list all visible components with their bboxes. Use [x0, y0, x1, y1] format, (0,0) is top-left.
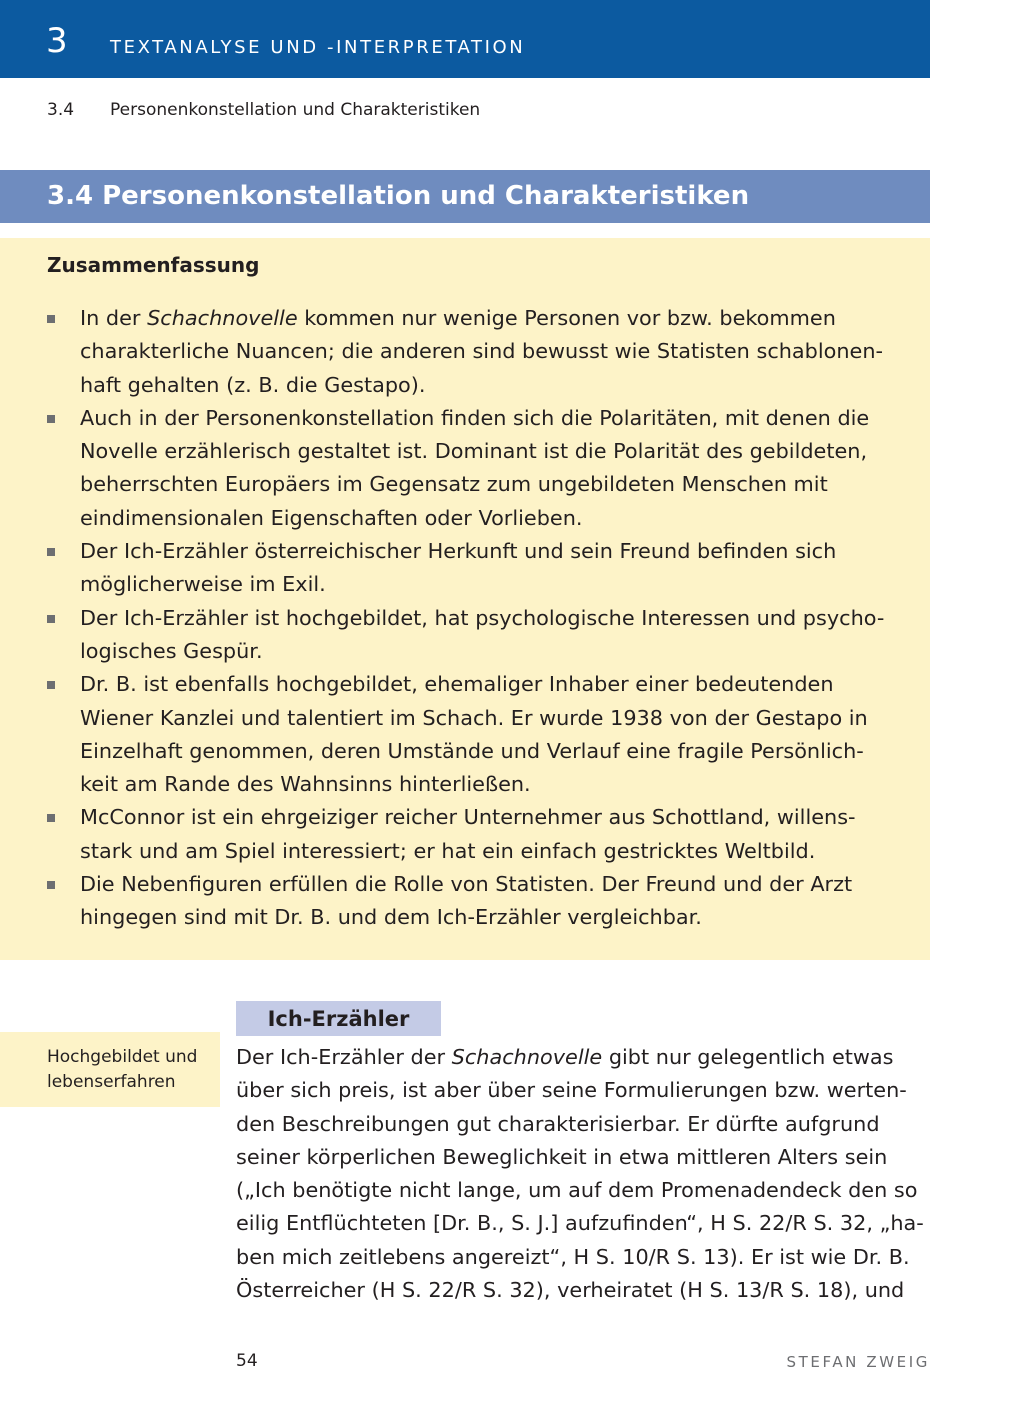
summary-item	[47, 602, 923, 669]
summary-item-line: Novelle erzählerisch gestaltet ist. Dominant ist die Polarität des gebildeten,	[80, 439, 868, 464]
summary-item-line: logisches Gespür.	[80, 638, 263, 663]
body-text-line: über sich preis, ist aber über seine Formulierungen bzw. werten-	[236, 1078, 907, 1103]
summary-box	[0, 238, 930, 960]
body-text-line: ben mich zeitlebens angereizt“, H S. 10/R S. 13). Er ist wie Dr. B.	[236, 1244, 910, 1269]
square-bullet-icon	[47, 415, 55, 423]
summary-list	[47, 302, 923, 935]
square-bullet-icon	[47, 615, 55, 623]
body-text-line: den Beschreibungen gut charakterisierbar. Er dürfte aufgrund	[236, 1111, 880, 1136]
square-bullet-icon	[47, 814, 55, 822]
square-bullet-icon	[47, 681, 55, 689]
summary-item	[47, 801, 923, 868]
margin-note-line: lebenserfahren	[47, 1072, 176, 1092]
subsection-title: Personenkonstellation und Charakteristiken	[110, 100, 481, 120]
summary-item	[47, 668, 923, 801]
square-bullet-icon	[47, 315, 55, 323]
chapter-header-bar	[0, 0, 930, 78]
character-heading: Ich-Erzähler	[267, 1007, 410, 1031]
character-heading-box	[236, 1001, 441, 1036]
summary-item-line: haft gehalten (z. B. die Gestapo).	[80, 372, 426, 397]
summary-item-line: beherrschten Europäers im Gegensatz zum ungebildeten Menschen mit	[80, 472, 828, 497]
body-text-line: („Ich benötigte nicht lange, um auf dem Promenadendeck den so	[236, 1178, 918, 1203]
summary-item-line: stark und am Spiel interessiert; er hat ein einfach gestricktes Weltbild.	[80, 838, 816, 863]
summary-item-line: In der Schachnovelle kommen nur wenige Personen vor bzw. bekommen	[80, 306, 836, 330]
character-body-text	[236, 1041, 930, 1307]
summary-item	[47, 535, 923, 602]
body-text-line: eilig Entflüchteten [Dr. B., S. J.] aufzufinden“, H S. 22/R S. 32, „ha-	[236, 1211, 924, 1236]
subsection-number: 3.4	[47, 100, 75, 120]
margin-note-line: Hochgebildet und	[47, 1047, 198, 1067]
summary-item-line: Wiener Kanzlei und talentiert im Schach. Er wurde 1938 von der Gestapo in	[80, 705, 868, 730]
body-text-line: Österreicher (H S. 22/R S. 32), verheiratet (H S. 13/R S. 18), und	[236, 1278, 905, 1303]
summary-item-line: McConnor ist ein ehrgeiziger reicher Unternehmer aus Schottland, willens-	[80, 805, 856, 830]
summary-item-line: eindimensionalen Eigenschaften oder Vorlieben.	[80, 505, 583, 530]
summary-item-line: Die Nebenfiguren erfüllen die Rolle von Statisten. Der Freund und der Arzt	[80, 872, 853, 897]
section-title: 3.4 Personenkonstellation und Charakteristiken	[47, 181, 750, 211]
square-bullet-icon	[47, 548, 55, 556]
summary-item-line: Dr. B. ist ebenfalls hochgebildet, ehemaliger Inhaber einer bedeutenden	[80, 672, 834, 697]
summary-item-line: möglicherweise im Exil.	[80, 572, 326, 597]
section-title-bar	[0, 170, 930, 223]
summary-item	[47, 402, 923, 535]
page-number: 54	[236, 1351, 258, 1371]
chapter-number: 3	[46, 21, 68, 61]
running-footer-author: STEFAN ZWEIG	[786, 1353, 930, 1371]
margin-note	[0, 1032, 220, 1107]
summary-item-line: hingegen sind mit Dr. B. und dem Ich-Erzähler vergleichbar.	[80, 905, 702, 930]
summary-item-line: Einzelhaft genommen, deren Umstände und Verlauf eine fragile Persönlich-	[80, 738, 864, 763]
summary-item	[47, 302, 923, 402]
body-text-line: seiner körperlichen Beweglichkeit in etwa mittleren Alters sein	[236, 1144, 888, 1169]
summary-item-line: keit am Rande des Wahnsinns hinterließen.	[80, 772, 531, 797]
summary-item-line: Der Ich-Erzähler ist hochgebildet, hat psychologische Interessen und psycho-	[80, 605, 885, 630]
summary-item-line: charakterliche Nuancen; die anderen sind bewusst wie Statisten schablonen-	[80, 339, 884, 364]
summary-heading: Zusammenfassung	[47, 253, 260, 277]
chapter-title: TEXTANALYSE UND -INTERPRETATION	[110, 37, 526, 58]
square-bullet-icon	[47, 881, 55, 889]
summary-item-line: Der Ich-Erzähler österreichischer Herkunft und sein Freund befinden sich	[80, 539, 837, 564]
body-text-line: Der Ich-Erzähler der Schachnovelle gibt nur gelegentlich etwas	[236, 1045, 894, 1069]
summary-item	[47, 868, 923, 935]
summary-item-line: Auch in der Personenkonstellation finden sich die Polaritäten, mit denen die	[80, 405, 870, 430]
